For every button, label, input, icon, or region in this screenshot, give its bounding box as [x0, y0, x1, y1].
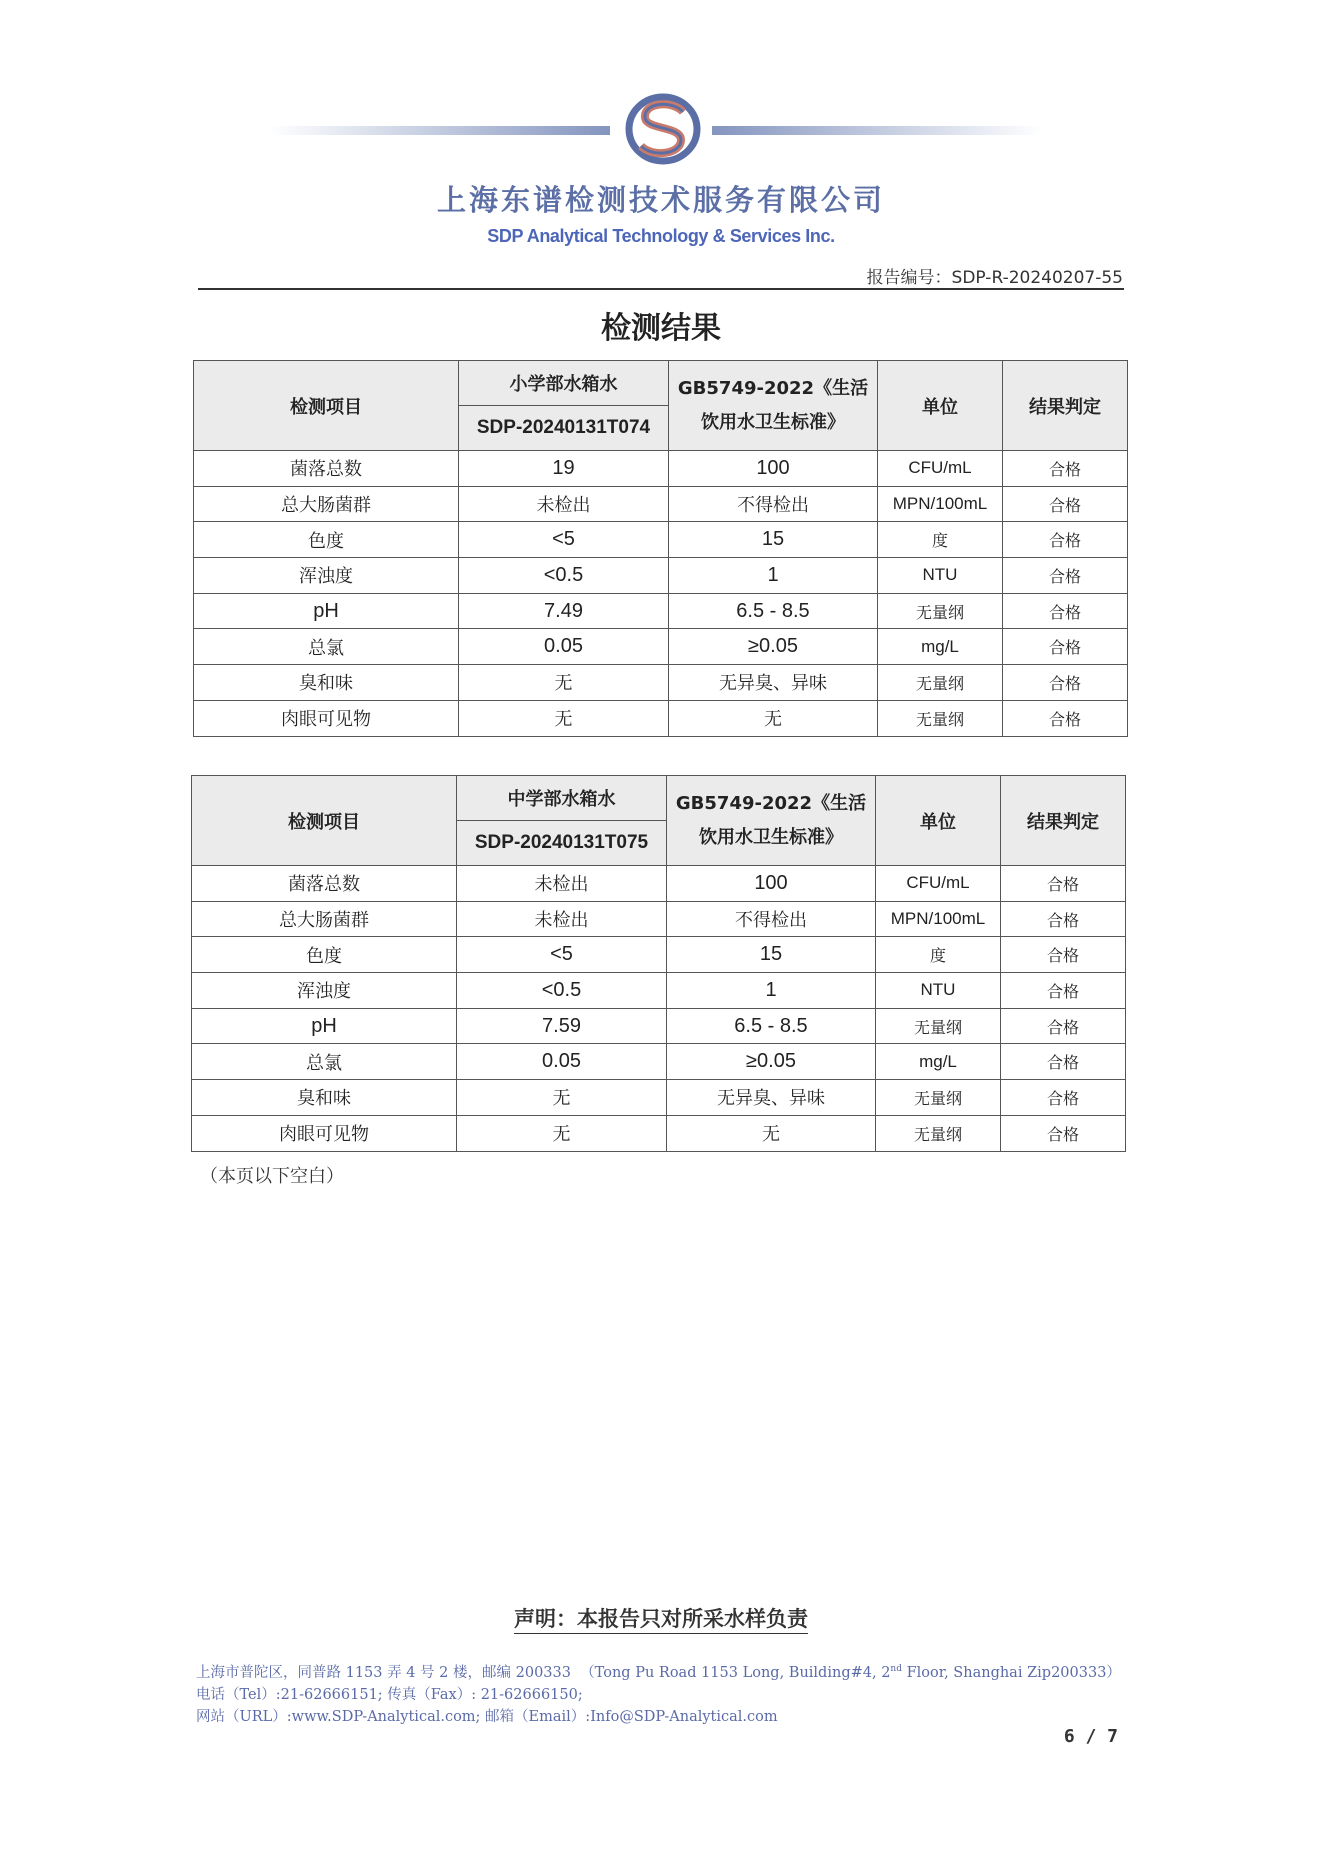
page-number: 6 / 7: [1063, 1726, 1118, 1747]
cell-unit: 度: [878, 522, 1003, 558]
header-unit: 单位: [878, 361, 1003, 451]
cell-item: 臭和味: [194, 665, 459, 701]
cell-result: 未检出: [459, 486, 669, 522]
cell-unit: 无量纲: [876, 1008, 1001, 1044]
cell-result: 未检出: [457, 901, 667, 937]
table-row: [194, 522, 1128, 558]
table-row: [192, 1044, 1126, 1080]
table-row: [192, 1115, 1126, 1151]
header-verdict: 结果判定: [1001, 776, 1126, 866]
table-row: [194, 593, 1128, 629]
company-logo-icon: [625, 92, 701, 166]
footer-address-cn: 上海市普陀区，同普路 1153 弄 4 号 2 楼，邮编 200333: [196, 1665, 571, 1681]
cell-result: 无: [459, 665, 669, 701]
cell-verdict: 合格: [1003, 629, 1128, 665]
header-item: 检测项目: [192, 776, 457, 866]
cell-verdict: 合格: [1001, 866, 1126, 902]
cell-limit: 15: [669, 522, 878, 558]
header-sample-id: SDP-20240131T074: [459, 406, 669, 451]
cell-verdict: 合格: [1001, 973, 1126, 1009]
header-standard: GB5749-2022《生活饮用水卫生标准》: [667, 776, 876, 866]
table-row: [192, 901, 1126, 937]
table-row: [192, 973, 1126, 1009]
cell-limit: 6.5 - 8.5: [667, 1008, 876, 1044]
footer-web: 网站（URL）:www.SDP-Analytical.com; 邮箱（Email）:Info@SDP-Analytical.com: [196, 1709, 778, 1725]
cell-item: 菌落总数: [194, 451, 459, 487]
table-header-row: [194, 361, 1128, 406]
cell-verdict: 合格: [1003, 665, 1128, 701]
cell-unit: 无量纲: [878, 665, 1003, 701]
cell-verdict: 合格: [1001, 1044, 1126, 1080]
cell-unit: 无量纲: [878, 593, 1003, 629]
table-row: [194, 700, 1128, 736]
table-row: [194, 629, 1128, 665]
cell-limit: 不得检出: [669, 486, 878, 522]
cell-verdict: 合格: [1001, 901, 1126, 937]
cell-verdict: 合格: [1003, 593, 1128, 629]
cell-limit: 无异臭、异味: [667, 1080, 876, 1116]
cell-verdict: 合格: [1003, 486, 1128, 522]
cell-unit: MPN/100mL: [876, 901, 1001, 937]
company-name-en: SDP Analytical Technology & Services Inc.: [487, 226, 835, 246]
cell-unit: NTU: [878, 558, 1003, 594]
cell-result: 7.59: [457, 1008, 667, 1044]
cell-unit: MPN/100mL: [878, 486, 1003, 522]
footer-address: [196, 1661, 1121, 1682]
cell-unit: CFU/mL: [878, 451, 1003, 487]
company-name-cn: 上海东谱检测技术服务有限公司: [436, 183, 885, 217]
header-sample-name: 小学部水箱水: [459, 361, 669, 406]
cell-item: 总氯: [192, 1044, 457, 1080]
cell-result: 无: [457, 1080, 667, 1116]
cell-verdict: 合格: [1001, 1080, 1126, 1116]
cell-verdict: 合格: [1001, 1115, 1126, 1151]
cell-unit: NTU: [876, 973, 1001, 1009]
statement: [0, 1603, 1322, 1633]
header-band-left: [270, 126, 610, 135]
cell-verdict: 合格: [1003, 451, 1128, 487]
cell-item: 总大肠菌群: [194, 486, 459, 522]
cell-item: 肉眼可见物: [194, 700, 459, 736]
cell-unit: 度: [876, 937, 1001, 973]
table-row: [192, 937, 1126, 973]
table-row: [194, 558, 1128, 594]
cell-item: 总大肠菌群: [192, 901, 457, 937]
header-verdict: 结果判定: [1003, 361, 1128, 451]
cell-item: 菌落总数: [192, 866, 457, 902]
header-standard: GB5749-2022《生活饮用水卫生标准》: [669, 361, 878, 451]
cell-item: 肉眼可见物: [192, 1115, 457, 1151]
header-divider: [198, 288, 1124, 290]
cell-unit: mg/L: [876, 1044, 1001, 1080]
cell-limit: 1: [667, 973, 876, 1009]
cell-unit: 无量纲: [876, 1115, 1001, 1151]
table-row: [194, 486, 1128, 522]
cell-limit: 无: [667, 1115, 876, 1151]
cell-verdict: 合格: [1003, 558, 1128, 594]
table-row: [192, 866, 1126, 902]
cell-item: 浑浊度: [194, 558, 459, 594]
cell-item: 色度: [192, 937, 457, 973]
table-row: [194, 451, 1128, 487]
cell-result: <5: [459, 522, 669, 558]
cell-result: <5: [457, 937, 667, 973]
cell-item: 臭和味: [192, 1080, 457, 1116]
report-number: 报告编号：SDP-R-20240207-55: [866, 268, 1123, 288]
cell-item: 色度: [194, 522, 459, 558]
cell-unit: 无量纲: [878, 700, 1003, 736]
cell-result: 未检出: [457, 866, 667, 902]
statement-text: 声明：本报告只对所采水样负责: [514, 1606, 808, 1634]
result-table-1: [193, 360, 1128, 737]
table-header-row: [192, 776, 1126, 821]
footer-address-en-rest: Floor, Shanghai Zip200333）: [901, 1665, 1121, 1681]
table-row: [194, 665, 1128, 701]
footer-address-sup: nd: [890, 1664, 902, 1675]
cell-result: 0.05: [457, 1044, 667, 1080]
cell-result: 7.49: [459, 593, 669, 629]
cell-limit: 无: [669, 700, 878, 736]
cell-limit: ≥0.05: [669, 629, 878, 665]
cell-limit: 6.5 - 8.5: [669, 593, 878, 629]
cell-verdict: 合格: [1001, 1008, 1126, 1044]
cell-limit: 1: [669, 558, 878, 594]
cell-result: <0.5: [459, 558, 669, 594]
header-item: 检测项目: [194, 361, 459, 451]
blank-page-note: （本页以下空白）: [200, 1166, 344, 1187]
header-unit: 单位: [876, 776, 1001, 866]
cell-verdict: 合格: [1003, 522, 1128, 558]
table-row: [192, 1080, 1126, 1116]
footer-address-en: （Tong Pu Road 1153 Long, Building#4, 2: [580, 1665, 891, 1681]
cell-item: 浑浊度: [192, 973, 457, 1009]
cell-result: 无: [457, 1115, 667, 1151]
cell-limit: 100: [667, 866, 876, 902]
cell-result: 19: [459, 451, 669, 487]
header-band-right: [712, 126, 1042, 135]
cell-limit: 无异臭、异味: [669, 665, 878, 701]
cell-item: 总氯: [194, 629, 459, 665]
cell-unit: CFU/mL: [876, 866, 1001, 902]
header-sample-name: 中学部水箱水: [457, 776, 667, 821]
cell-unit: 无量纲: [876, 1080, 1001, 1116]
cell-limit: 15: [667, 937, 876, 973]
cell-result: <0.5: [457, 973, 667, 1009]
result-table-2: [191, 775, 1126, 1152]
cell-verdict: 合格: [1001, 937, 1126, 973]
footer-phone: 电话（Tel）:21-62666151; 传真（Fax）: 21-62666150;: [196, 1687, 583, 1703]
cell-item: pH: [192, 1008, 457, 1044]
page-title: 检测结果: [601, 311, 721, 346]
header-sample-id: SDP-20240131T075: [457, 821, 667, 866]
cell-result: 0.05: [459, 629, 669, 665]
cell-result: 无: [459, 700, 669, 736]
cell-limit: ≥0.05: [667, 1044, 876, 1080]
cell-limit: 不得检出: [667, 901, 876, 937]
table-row: [192, 1008, 1126, 1044]
cell-item: pH: [194, 593, 459, 629]
cell-limit: 100: [669, 451, 878, 487]
cell-verdict: 合格: [1003, 700, 1128, 736]
cell-unit: mg/L: [878, 629, 1003, 665]
